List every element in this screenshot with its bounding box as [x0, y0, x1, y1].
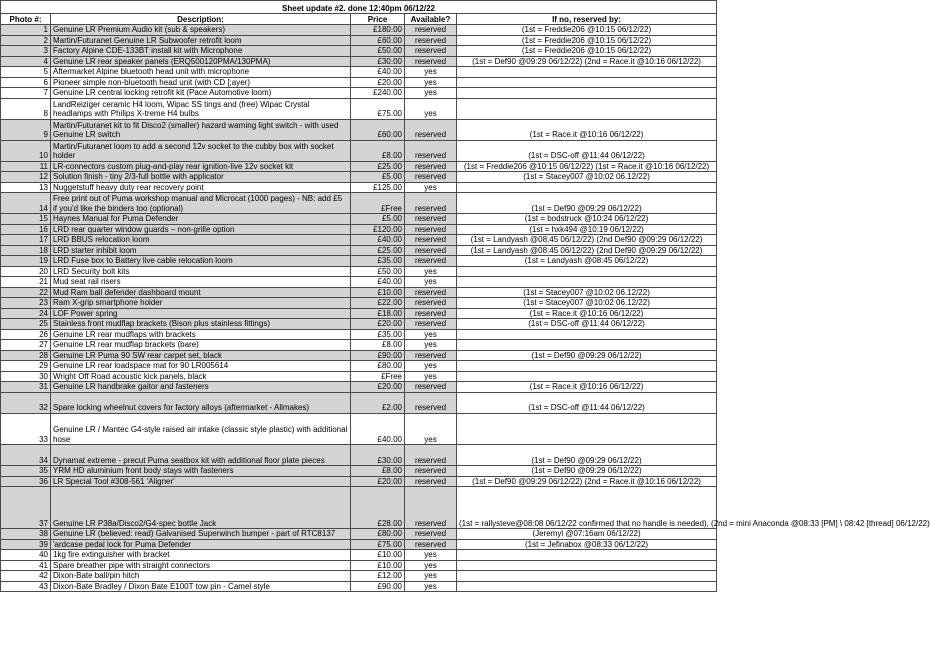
- description-cell[interactable]: LRD rear quarter window guards – non-grille option: [51, 224, 351, 235]
- table-row: [1, 487, 717, 529]
- photo-number-cell[interactable]: 21: [1, 277, 51, 288]
- photo-number-cell[interactable]: 39: [1, 539, 51, 550]
- reserved-by-cell[interactable]: [457, 413, 717, 445]
- photo-number-cell[interactable]: 23: [1, 298, 51, 309]
- availability-cell[interactable]: reserved: [405, 298, 457, 309]
- description-cell[interactable]: Mud Ram ball defender dashboard mount: [51, 287, 351, 298]
- availability-cell[interactable]: reserved: [405, 476, 457, 487]
- price-cell[interactable]: £20.00: [351, 382, 405, 393]
- availability-cell[interactable]: yes: [405, 571, 457, 582]
- table-row: [1, 413, 717, 445]
- reserved-by-cell[interactable]: (1st = DSC-off @11:44 06/12/22): [457, 140, 717, 161]
- price-cell[interactable]: £125.00: [351, 182, 405, 193]
- availability-cell[interactable]: yes: [405, 98, 457, 119]
- reserved-by-cell[interactable]: (1st = Freddie206 @10:15 06/12/22): [457, 25, 717, 36]
- table-row: [1, 308, 717, 319]
- description-cell[interactable]: Mud seat rail risers: [51, 277, 351, 288]
- reserved-by-cell[interactable]: [457, 560, 717, 571]
- availability-cell[interactable]: reserved: [405, 487, 457, 529]
- photo-number-cell[interactable]: 40: [1, 550, 51, 561]
- reserved-by-cell[interactable]: (1st = hxk494 @10:19 06/12/22): [457, 224, 717, 235]
- photo-number-cell[interactable]: 12: [1, 172, 51, 183]
- price-cell[interactable]: £25.00: [351, 161, 405, 172]
- description-cell[interactable]: Genuine LR Puma 90 SW rear carpet set, black: [51, 350, 351, 361]
- table-row: [1, 581, 717, 592]
- table-row: [1, 476, 717, 487]
- photo-number-cell[interactable]: 43: [1, 581, 51, 592]
- table-row: [1, 182, 717, 193]
- photo-number-cell[interactable]: 16: [1, 224, 51, 235]
- description-cell[interactable]: LRD Security bolt kits: [51, 266, 351, 277]
- photo-number-cell[interactable]: 5: [1, 67, 51, 78]
- price-cell[interactable]: £Free: [351, 193, 405, 214]
- reserved-by-cell[interactable]: (Jeremyl @07:16am 06/12/22): [457, 529, 717, 540]
- photo-number-cell[interactable]: 8: [1, 98, 51, 119]
- photo-number-cell[interactable]: 9: [1, 119, 51, 140]
- price-cell[interactable]: £60.00: [351, 35, 405, 46]
- price-cell[interactable]: £18.00: [351, 308, 405, 319]
- availability-cell[interactable]: reserved: [405, 256, 457, 267]
- reserved-by-cell[interactable]: (1st = Landyash @08:45 06/12/22) (2nd Def90 @09:29 06/12/22): [457, 235, 717, 246]
- table-row: [1, 98, 717, 119]
- price-cell[interactable]: £5.00: [351, 172, 405, 183]
- table-row: [1, 361, 717, 372]
- price-cell[interactable]: £28.00: [351, 487, 405, 529]
- description-cell[interactable]: Factory Alpine CDE-133BT install kit with Microphone: [51, 46, 351, 57]
- availability-cell[interactable]: yes: [405, 371, 457, 382]
- photo-number-cell[interactable]: 34: [1, 445, 51, 466]
- price-cell[interactable]: £12.00: [351, 571, 405, 582]
- reserved-by-cell[interactable]: [457, 98, 717, 119]
- table-row: [1, 224, 717, 235]
- photo-number-cell[interactable]: 10: [1, 140, 51, 161]
- table-row: [1, 550, 717, 561]
- column-header-price[interactable]: Price: [351, 14, 405, 25]
- price-cell[interactable]: £22.00: [351, 298, 405, 309]
- table-row: [1, 214, 717, 225]
- availability-cell[interactable]: reserved: [405, 25, 457, 36]
- table-row: [1, 445, 717, 466]
- description-cell[interactable]: Genuine LR rear mudflap brackets (bare): [51, 340, 351, 351]
- table-row: [1, 172, 717, 183]
- description-cell[interactable]: LR-connectors custom plug-and-play rear ignition-live 12v socket kit: [51, 161, 351, 172]
- description-cell[interactable]: Solution finish - tiny 2/3-full bottle with applicator: [51, 172, 351, 183]
- table-row: [1, 140, 717, 161]
- reserved-by-cell[interactable]: [457, 266, 717, 277]
- availability-cell[interactable]: yes: [405, 266, 457, 277]
- description-cell[interactable]: Genuine LR P38a/Disco2/G4-spec bottle Jack: [51, 487, 351, 529]
- photo-number-cell[interactable]: 24: [1, 308, 51, 319]
- description-cell[interactable]: Genuine LR (believed: read) Galvanised Superwinch bumper - part of RTC8137: [51, 529, 351, 540]
- availability-cell[interactable]: reserved: [405, 119, 457, 140]
- price-cell[interactable]: £Free: [351, 371, 405, 382]
- table-row: [1, 466, 717, 477]
- description-cell[interactable]: 'ardcase pedal lock for Puma Defender: [51, 539, 351, 550]
- photo-number-cell[interactable]: 37: [1, 487, 51, 529]
- price-cell[interactable]: £2.00: [351, 392, 405, 413]
- availability-cell[interactable]: reserved: [405, 46, 457, 57]
- table-row: [1, 77, 717, 88]
- price-cell[interactable]: £60.00: [351, 119, 405, 140]
- photo-number-cell[interactable]: 33: [1, 413, 51, 445]
- availability-cell[interactable]: yes: [405, 67, 457, 78]
- price-cell[interactable]: £90.00: [351, 350, 405, 361]
- photo-number-cell[interactable]: 22: [1, 287, 51, 298]
- price-cell[interactable]: £10.00: [351, 287, 405, 298]
- reserved-by-cell[interactable]: (1st = Freddie206 @10:15 06/12/22) (1st = Race.it @10:16 06/12/22): [457, 161, 717, 172]
- table-row: [1, 193, 717, 214]
- price-cell[interactable]: £30.00: [351, 445, 405, 466]
- description-cell[interactable]: LRD Fuse box to Battery live cable relocation loom: [51, 256, 351, 267]
- price-cell[interactable]: £10.00: [351, 550, 405, 561]
- description-cell[interactable]: Genuine LR rear loadspace mat for 90 LR005614: [51, 361, 351, 372]
- photo-number-cell[interactable]: 30: [1, 371, 51, 382]
- description-cell[interactable]: LR Special Tool #308-561 'Aligner': [51, 476, 351, 487]
- availability-cell[interactable]: reserved: [405, 56, 457, 67]
- description-cell[interactable]: Dixon-Bate Bradley / Dixon Bate E100T tow pin - Camel style: [51, 581, 351, 592]
- table-body: [1, 25, 930, 592]
- description-cell[interactable]: Genuine LR rear speaker panels (ERQ500120PMA/130PMA): [51, 56, 351, 67]
- photo-number-cell[interactable]: 31: [1, 382, 51, 393]
- reserved-by-cell[interactable]: [457, 329, 717, 340]
- description-cell[interactable]: Stainless front mudflap brackets (Bison plus stainless fittings): [51, 319, 351, 330]
- reserved-by-cell[interactable]: (1st = Def90 @09:29 06/12/22): [457, 466, 717, 477]
- description-cell[interactable]: LRD starter inhibit loom: [51, 245, 351, 256]
- price-cell[interactable]: £5.00: [351, 214, 405, 225]
- description-cell[interactable]: LandReiziger ceramic H4 loom, Wipac SS tings and (free) Wipac Crystal headlamps with Philips X-treme H4 bulbs: [51, 98, 351, 119]
- availability-cell[interactable]: reserved: [405, 35, 457, 46]
- reserved-by-cell[interactable]: [457, 550, 717, 561]
- price-cell[interactable]: £75.00: [351, 98, 405, 119]
- photo-number-cell[interactable]: 27: [1, 340, 51, 351]
- table-row: [1, 67, 717, 78]
- photo-number-cell[interactable]: 4: [1, 56, 51, 67]
- reserved-by-cell[interactable]: [457, 88, 717, 99]
- column-header-reserved-by[interactable]: If no, reserved by:: [457, 14, 717, 25]
- table-row: [1, 287, 717, 298]
- reserved-by-cell[interactable]: [457, 581, 717, 592]
- availability-cell[interactable]: reserved: [405, 172, 457, 183]
- description-cell[interactable]: Nuggetstuff heavy duty rear recovery point: [51, 182, 351, 193]
- availability-cell[interactable]: reserved: [405, 214, 457, 225]
- reserved-by-cell[interactable]: (1st = Jefinabox @08:33 06/12/22): [457, 539, 717, 550]
- description-cell[interactable]: Martin/Futuranet loom to add a second 12v socket to the cubby box with socket holder: [51, 140, 351, 161]
- photo-number-cell[interactable]: 3: [1, 46, 51, 57]
- table-row: [1, 56, 717, 67]
- photo-number-cell[interactable]: 11: [1, 161, 51, 172]
- price-cell[interactable]: £180.00: [351, 25, 405, 36]
- availability-cell[interactable]: reserved: [405, 319, 457, 330]
- price-cell[interactable]: £20.00: [351, 77, 405, 88]
- description-cell[interactable]: Spare breather pipe with straight connectors: [51, 560, 351, 571]
- photo-number-cell[interactable]: 18: [1, 245, 51, 256]
- header-row: [1, 14, 717, 25]
- reserved-by-cell[interactable]: [457, 371, 717, 382]
- reserved-by-cell[interactable]: (1st = Stacey007 @10:02 06.12/22): [457, 298, 717, 309]
- availability-cell[interactable]: yes: [405, 361, 457, 372]
- price-cell[interactable]: £20.00: [351, 319, 405, 330]
- table-row: [1, 539, 717, 550]
- reserved-by-cell[interactable]: [457, 182, 717, 193]
- photo-number-cell[interactable]: 7: [1, 88, 51, 99]
- table-row: [1, 298, 717, 309]
- photo-number-cell[interactable]: 28: [1, 350, 51, 361]
- availability-cell[interactable]: yes: [405, 550, 457, 561]
- table-row: [1, 119, 717, 140]
- photo-number-cell[interactable]: 1: [1, 25, 51, 36]
- availability-cell[interactable]: yes: [405, 581, 457, 592]
- availability-cell[interactable]: yes: [405, 329, 457, 340]
- description-cell[interactable]: Genuine LR central locking retrofit kit (Pace Automotive loom): [51, 88, 351, 99]
- photo-number-cell[interactable]: 15: [1, 214, 51, 225]
- column-header-available[interactable]: Available?: [405, 14, 457, 25]
- availability-cell[interactable]: yes: [405, 413, 457, 445]
- reserved-by-cell[interactable]: (1st = bodstruck @10:24 06/12/22): [457, 214, 717, 225]
- description-cell[interactable]: Martin/Futuranet Genuine LR Subwoofer retrofit loom: [51, 35, 351, 46]
- photo-number-cell[interactable]: 20: [1, 266, 51, 277]
- description-cell[interactable]: LRD BBUS relocation loom: [51, 235, 351, 246]
- photo-number-cell[interactable]: 14: [1, 193, 51, 214]
- availability-cell[interactable]: reserved: [405, 245, 457, 256]
- availability-cell[interactable]: yes: [405, 277, 457, 288]
- reserved-by-cell[interactable]: (1st = DSC-off @11:44 06/12/22): [457, 319, 717, 330]
- availability-cell[interactable]: reserved: [405, 539, 457, 550]
- reserved-by-cell[interactable]: (1st = Race.it @10:16 06/12/22): [457, 382, 717, 393]
- description-cell[interactable]: Dynamat extreme - precut Puma seatbox kit with additional floor plate pieces: [51, 445, 351, 466]
- table-row: [1, 277, 717, 288]
- reserved-by-cell[interactable]: [457, 77, 717, 88]
- price-cell[interactable]: £8.00: [351, 340, 405, 351]
- table-row: [1, 392, 717, 413]
- availability-cell[interactable]: reserved: [405, 392, 457, 413]
- reserved-by-cell[interactable]: (1st = rallysteve@08:08 06/12/22 confirmed that no handle is needed), (2nd = mini Anaconda @08:33 [PM] \ 08:42 [thread] 06/12/22): [457, 487, 717, 529]
- reserved-by-cell[interactable]: (1st = Race.it @10:16 06/12/22): [457, 308, 717, 319]
- price-cell[interactable]: £20.00: [351, 476, 405, 487]
- availability-cell[interactable]: reserved: [405, 382, 457, 393]
- availability-cell[interactable]: reserved: [405, 235, 457, 246]
- price-cell[interactable]: £240.00: [351, 88, 405, 99]
- title-row: [1, 1, 717, 14]
- availability-cell[interactable]: yes: [405, 560, 457, 571]
- description-cell[interactable]: Genuine LR rear mudflaps with brackets: [51, 329, 351, 340]
- description-cell[interactable]: YRM HD aluminium front body stays with fasteners: [51, 466, 351, 477]
- reserved-by-cell[interactable]: (1st = Freddie206 @10:15 06/12/22): [457, 46, 717, 57]
- description-cell[interactable]: Pioneer simple non-bluetooth head unit (with CD [;ayer): [51, 77, 351, 88]
- reserved-by-cell[interactable]: (1st = Def90 @09:29 06/12/22) (2nd = Race.it @10:16 06/12/22): [457, 476, 717, 487]
- availability-cell[interactable]: reserved: [405, 287, 457, 298]
- reserved-by-cell[interactable]: (1st = Landyash @08:45 06/12/22) (2nd Def90 @09:29 06/12/22): [457, 245, 717, 256]
- availability-cell[interactable]: reserved: [405, 193, 457, 214]
- description-cell[interactable]: LOF Power spring: [51, 308, 351, 319]
- availability-cell[interactable]: yes: [405, 182, 457, 193]
- availability-cell[interactable]: reserved: [405, 308, 457, 319]
- description-cell[interactable]: Spare locking wheelnut covers for factory alloys (aftermarket - Allmakes): [51, 392, 351, 413]
- price-cell[interactable]: £10.00: [351, 560, 405, 571]
- table-row: [1, 25, 717, 36]
- reserved-by-cell[interactable]: (1st = Def90 @09:29 06/12/22): [457, 445, 717, 466]
- photo-number-cell[interactable]: 41: [1, 560, 51, 571]
- table-row: [1, 329, 717, 340]
- table-row: [1, 46, 717, 57]
- price-cell[interactable]: £30.00: [351, 56, 405, 67]
- price-cell[interactable]: £35.00: [351, 329, 405, 340]
- price-cell[interactable]: £40.00: [351, 413, 405, 445]
- description-cell[interactable]: 1kg fire extinguisher with bracket: [51, 550, 351, 561]
- description-cell[interactable]: Ram X-grip smartphone holder: [51, 298, 351, 309]
- column-header-photo[interactable]: Photo #:: [1, 14, 51, 25]
- availability-cell[interactable]: reserved: [405, 529, 457, 540]
- photo-number-cell[interactable]: 17: [1, 235, 51, 246]
- availability-cell[interactable]: reserved: [405, 140, 457, 161]
- reserved-by-cell[interactable]: (1st = Def90 @09:29 06/12/22): [457, 350, 717, 361]
- photo-number-cell[interactable]: 6: [1, 77, 51, 88]
- price-cell[interactable]: £75.00: [351, 539, 405, 550]
- table-row: [1, 560, 717, 571]
- description-cell[interactable]: Wright Off Road acoustic kick panels, black: [51, 371, 351, 382]
- photo-number-cell[interactable]: 36: [1, 476, 51, 487]
- photo-number-cell[interactable]: 29: [1, 361, 51, 372]
- availability-cell[interactable]: reserved: [405, 466, 457, 477]
- price-cell[interactable]: £40.00: [351, 235, 405, 246]
- availability-cell[interactable]: yes: [405, 340, 457, 351]
- table-row: [1, 529, 717, 540]
- photo-number-cell[interactable]: 19: [1, 256, 51, 267]
- table-row: [1, 382, 717, 393]
- price-cell[interactable]: £40.00: [351, 277, 405, 288]
- photo-number-cell[interactable]: 35: [1, 466, 51, 477]
- price-cell[interactable]: £120.00: [351, 224, 405, 235]
- reserved-by-cell[interactable]: (1st = DSC-off @11:44 06/12/22): [457, 392, 717, 413]
- description-cell[interactable]: Genuine LR Premium Audio kit (sub & speakers): [51, 25, 351, 36]
- photo-number-cell[interactable]: 25: [1, 319, 51, 330]
- reserved-by-cell[interactable]: [457, 361, 717, 372]
- table-row: [1, 319, 717, 330]
- reserved-by-cell[interactable]: [457, 277, 717, 288]
- price-cell[interactable]: £80.00: [351, 529, 405, 540]
- table-row: [1, 35, 717, 46]
- price-cell[interactable]: £50.00: [351, 266, 405, 277]
- photo-number-cell[interactable]: 38: [1, 529, 51, 540]
- reserved-by-cell[interactable]: (1st = Def90 @09:29 06/12/22) (2nd = Race.it @10:16 06/12/22): [457, 56, 717, 67]
- table-row: [1, 340, 717, 351]
- reserved-by-cell[interactable]: (1st = Race.it @10:16 06/12/22): [457, 119, 717, 140]
- photo-number-cell[interactable]: 13: [1, 182, 51, 193]
- table-row: [1, 256, 717, 267]
- description-cell[interactable]: Free print out of Puma workshop manual and Microcat (1000 pages) - NB: add £5 if you'd like the binders too (optional): [51, 193, 351, 214]
- availability-cell[interactable]: reserved: [405, 350, 457, 361]
- description-cell[interactable]: Aftermarket Alpine bluetooth head unit with microphone: [51, 67, 351, 78]
- table-row: [1, 245, 717, 256]
- price-cell[interactable]: £90.00: [351, 581, 405, 592]
- table-row: [1, 266, 717, 277]
- price-cell[interactable]: £8.00: [351, 140, 405, 161]
- price-cell[interactable]: £40.00: [351, 67, 405, 78]
- availability-cell[interactable]: yes: [405, 77, 457, 88]
- table-row: [1, 235, 717, 246]
- photo-number-cell[interactable]: 32: [1, 392, 51, 413]
- reserved-by-cell[interactable]: (1st = Landyash @08:45 06/12/22): [457, 256, 717, 267]
- availability-cell[interactable]: yes: [405, 88, 457, 99]
- reserved-by-cell[interactable]: [457, 340, 717, 351]
- description-cell[interactable]: Genuine LR handbrake gaitor and fasteners: [51, 382, 351, 393]
- photo-number-cell[interactable]: 42: [1, 571, 51, 582]
- reserved-by-cell[interactable]: (1st = Def90 @09:29 06/12/22): [457, 193, 717, 214]
- price-cell[interactable]: £50.00: [351, 46, 405, 57]
- reserved-by-cell[interactable]: (1st = Freddie206 @10:15 06/12/22): [457, 35, 717, 46]
- availability-cell[interactable]: reserved: [405, 161, 457, 172]
- table-row: [1, 350, 717, 361]
- description-cell[interactable]: Haynes Manual for Puma Defender: [51, 214, 351, 225]
- availability-cell[interactable]: reserved: [405, 224, 457, 235]
- price-cell[interactable]: £35.00: [351, 256, 405, 267]
- price-cell[interactable]: £25.00: [351, 245, 405, 256]
- description-cell[interactable]: Martin/Futuranet kit to fit Disco2 (smaller) hazard warning light switch - with used Genuine LR switch: [51, 119, 351, 140]
- table-row: [1, 371, 717, 382]
- reserved-by-cell[interactable]: [457, 67, 717, 78]
- table-row: [1, 161, 717, 172]
- photo-number-cell[interactable]: 26: [1, 329, 51, 340]
- reserved-by-cell[interactable]: [457, 571, 717, 582]
- reserved-by-cell[interactable]: (1st = Stacey007 @10:02 06.12/22): [457, 287, 717, 298]
- table-row: [1, 571, 717, 582]
- availability-cell[interactable]: reserved: [405, 445, 457, 466]
- table-row: [1, 88, 717, 99]
- description-cell[interactable]: Genuine LR / Mantec G4-style raised air intake (classic style plastic) with additional hose: [51, 413, 351, 445]
- photo-number-cell[interactable]: 2: [1, 35, 51, 46]
- column-header-description[interactable]: Description:: [51, 14, 351, 25]
- price-cell[interactable]: £8.00: [351, 466, 405, 477]
- price-cell[interactable]: £80.00: [351, 361, 405, 372]
- sheet-title[interactable]: Sheet update #2. done 12:40pm 06/12/22: [1, 1, 717, 14]
- description-cell[interactable]: Dixon-Bate ball/pin hitch: [51, 571, 351, 582]
- reserved-by-cell[interactable]: (1st = Stacey007 @10:02 06.12/22): [457, 172, 717, 183]
